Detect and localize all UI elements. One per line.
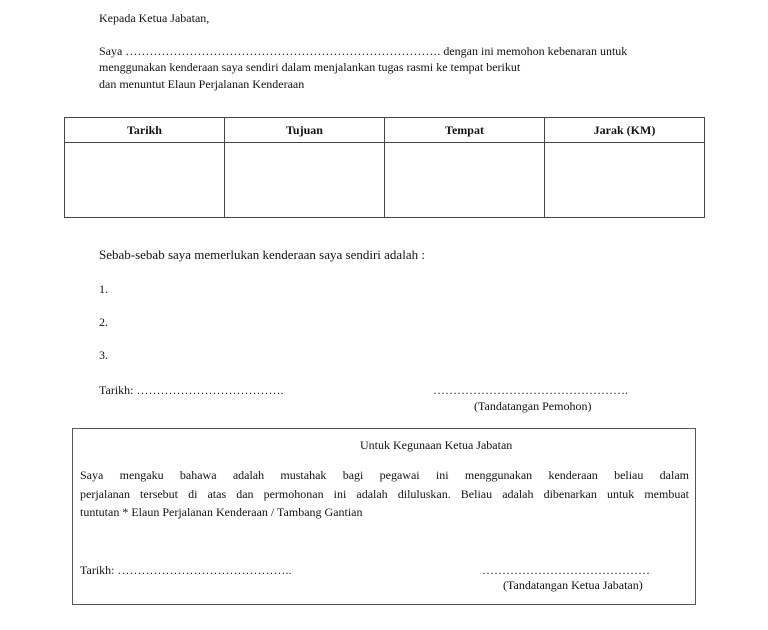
head-section-line-2: perjalanan tersebut di atas dan permohonan ini adalah diluluskan. Beliau adalah dibenarkan untuk membuat (80, 487, 689, 501)
paragraph-start: Saya (99, 44, 123, 58)
head-signature-caption: (Tandatangan Ketua Jabatan) (503, 578, 643, 592)
reason-item-1: 1. (99, 282, 108, 296)
head-section-line-3: tuntutan * Elaun Perjalanan Kenderaan / Tambang Gantian (80, 505, 363, 519)
cell-tempat[interactable] (385, 143, 545, 218)
paragraph-line-3: dan menuntut Elaun Perjalanan Kenderaan (99, 77, 305, 91)
header-tarikh: Tarikh (65, 118, 225, 143)
reasons-heading: Sebab-sebab saya memerlukan kenderaan saya sendiri adalah : (99, 247, 425, 262)
head-date (80, 563, 291, 578)
applicant-date (99, 383, 283, 398)
trip-table (64, 117, 705, 218)
paragraph-line-1-end: dengan ini memohon kebenaran untuk (443, 44, 628, 58)
table-header-row (65, 118, 705, 143)
header-jarak: Jarak (KM) (545, 118, 705, 143)
applicant-signature-caption: (Tandatangan Pemohon) (474, 399, 592, 413)
head-date-label: Tarikh: (80, 563, 115, 577)
cell-tujuan[interactable] (225, 143, 385, 218)
head-signature-blank[interactable]: …………………………………… (482, 563, 650, 577)
header-tempat: Tempat (385, 118, 545, 143)
applicant-signature-blank[interactable]: …………………………………………. (433, 383, 628, 397)
reason-item-3: 3. (99, 348, 108, 362)
head-section-title: Untuk Kegunaan Ketua Jabatan (360, 438, 513, 452)
head-date-blank[interactable]: …………………………………….. (117, 563, 292, 577)
paragraph-line-2: menggunakan kenderaan saya sendiri dalam menjalankan tugas rasmi ke tempat berikut (99, 60, 521, 74)
applicant-date-label: Tarikh: (99, 383, 134, 397)
salutation: Kepada Ketua Jabatan, (99, 11, 210, 25)
cell-jarak[interactable] (545, 143, 705, 218)
cell-tarikh[interactable] (65, 143, 225, 218)
applicant-name-blank[interactable]: ……………………………………………………………………. (125, 44, 441, 58)
header-tujuan: Tujuan (225, 118, 385, 143)
paragraph-line-1 (99, 44, 627, 59)
table-row (65, 143, 705, 218)
head-section-line-1: Saya mengaku bahawa adalah mustahak bagi pegawai ini menggunakan kenderaan beliau dalam (80, 468, 689, 482)
reason-item-2: 2. (99, 315, 108, 329)
applicant-date-blank[interactable]: ………………………………. (136, 383, 284, 397)
